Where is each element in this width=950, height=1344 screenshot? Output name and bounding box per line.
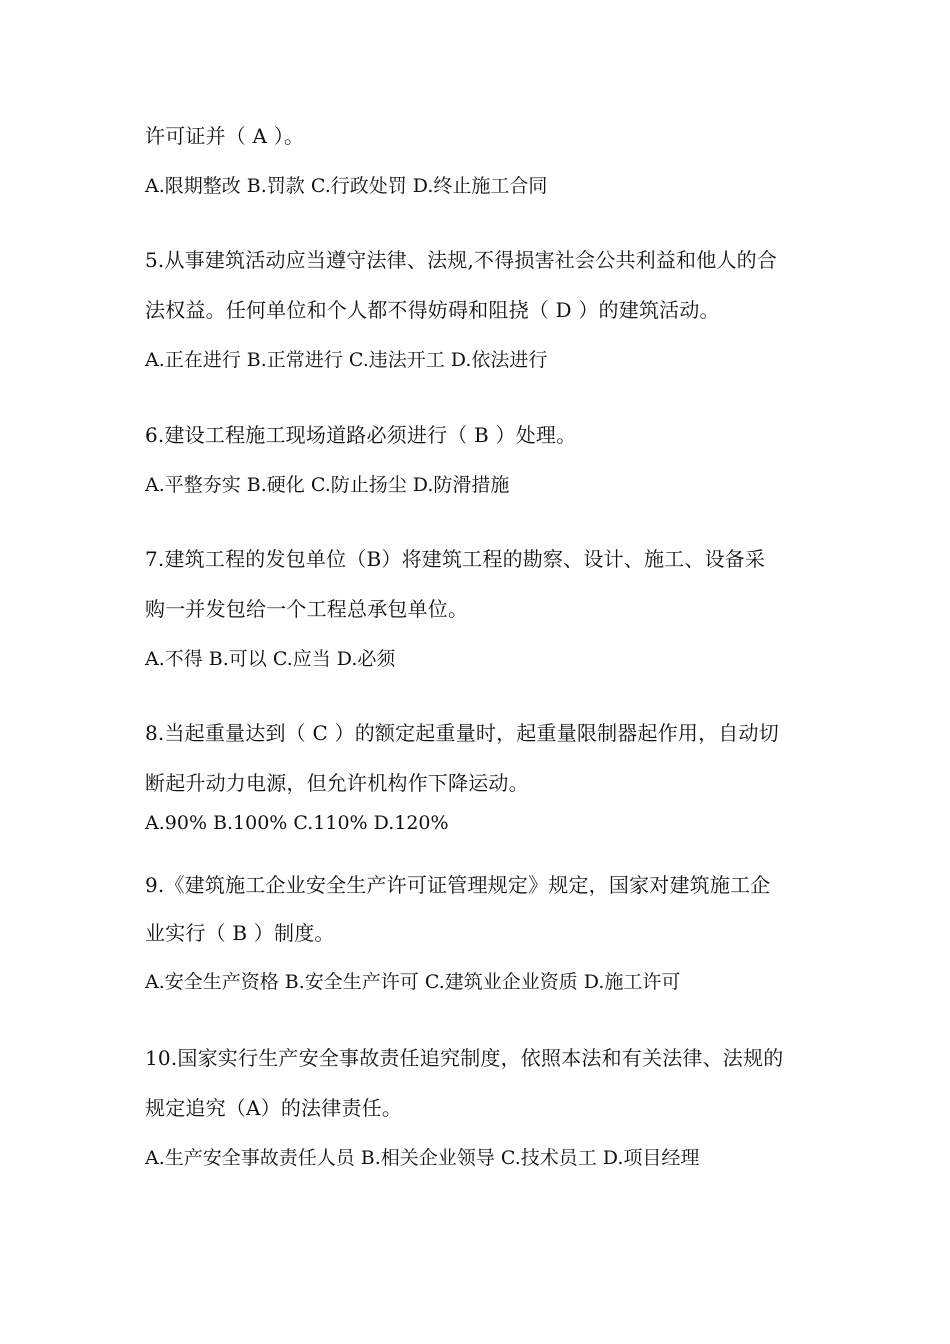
- question-10-text-line-2: 规定追究（A）的法律责任。: [145, 1096, 403, 1120]
- question-4-text-continued: 许可证并（ A ）。: [145, 124, 305, 148]
- question-7-text-line-1: 7.建筑工程的发包单位（B）将建筑工程的勘察、设计、施工、设备采: [145, 547, 766, 571]
- question-9-options: A.安全生产资格 B.安全生产许可 C.建筑业企业资质 D.施工许可: [145, 971, 681, 993]
- question-5-options: A.正在进行 B.正常进行 C.违法开工 D.依法进行: [145, 349, 548, 371]
- question-4-options: A.限期整改 B.罚款 C.行政处罚 D.终止施工合同: [145, 175, 548, 197]
- question-6-text: 6.建设工程施工现场道路必须进行（ B ）处理。: [145, 423, 577, 447]
- question-6-options: A.平整夯实 B.硬化 C.防止扬尘 D.防滑措施: [145, 474, 510, 496]
- question-7-text-line-2: 购一并发包给一个工程总承包单位。: [145, 597, 469, 621]
- question-10-text-line-1: 10.国家实行生产安全事故责任追究制度，依照本法和有关法律、法规的: [145, 1046, 784, 1070]
- question-8-text-line-2: 断起升动力电源，但允许机构作下降运动。: [145, 771, 529, 795]
- question-5-text-line-2: 法权益。任何单位和个人都不得妨碍和阻挠（ D ）的建筑活动。: [145, 298, 720, 322]
- question-7-options: A.不得 B.可以 C.应当 D.必须: [145, 648, 396, 670]
- question-9-text-line-1: 9.《建筑施工企业安全生产许可证管理规定》规定，国家对建筑施工企: [145, 873, 771, 897]
- question-5-text-line-1: 5.从事建筑活动应当遵守法律、法规,不得损害社会公共利益和他人的合: [145, 248, 778, 272]
- question-9-text-line-2: 业实行（ B ）制度。: [145, 921, 335, 945]
- question-8-text-line-1: 8.当起重量达到（ C ）的额定起重量时，起重量限制器起作用，自动切: [145, 721, 779, 745]
- question-10-options: A.生产安全事故责任人员 B.相关企业领导 C.技术员工 D.项目经理: [145, 1147, 700, 1169]
- question-8-options: A.90% B.100% C.110% D.120%: [145, 812, 449, 834]
